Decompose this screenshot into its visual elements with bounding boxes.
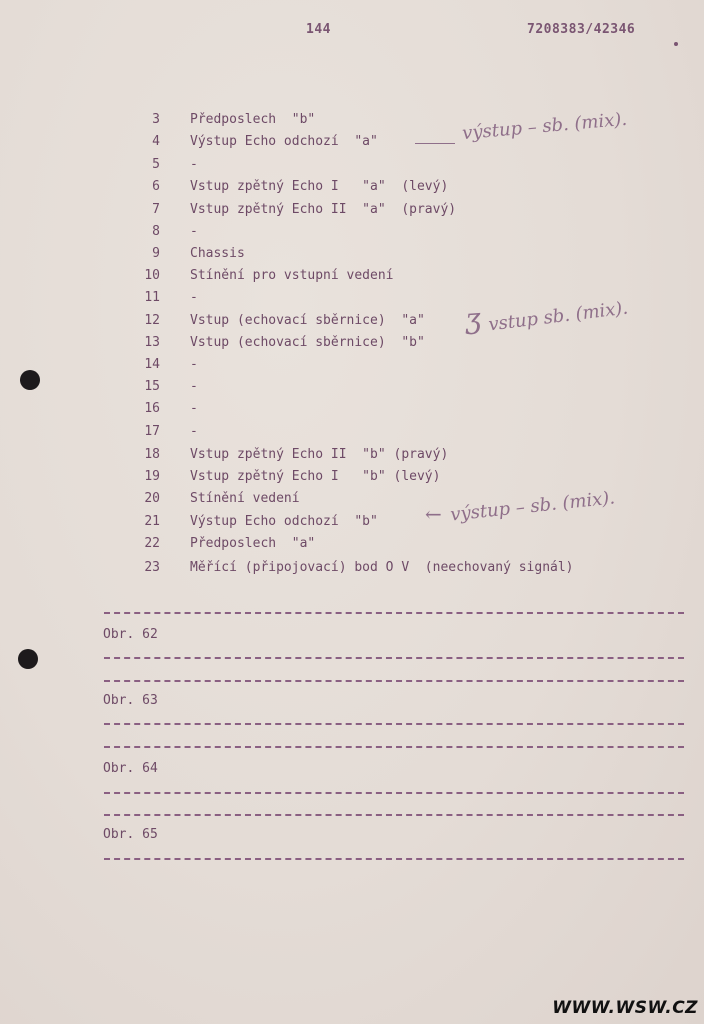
pin-description: Předposlech "b" [190,112,316,127]
punch-hole-lower [18,649,38,669]
pin-number: 8 [152,224,160,239]
document-reference: 7208383/42346 [527,22,636,37]
pin-number: 16 [144,401,160,416]
pin-number: 18 [144,447,160,462]
pin-description: Vstup zpětný Echo I "a" (levý) [190,179,449,194]
pin-description: Výstup Echo odchozí "a" [190,134,378,149]
pin-description: Vstup zpětný Echo II "b" (pravý) [190,447,449,462]
pin-description: - [190,290,198,305]
figure-separator [104,723,684,725]
pin-number: 12 [144,313,160,328]
pin-description: - [190,379,198,394]
pin-number: 23 [144,560,160,575]
pin-description: Vstup (echovací sběrnice) "a" [190,313,425,328]
figure-separator [104,657,684,659]
figure-label: Obr. 65 [103,827,158,842]
handwritten-dash [415,143,455,144]
pin-description: - [190,157,198,172]
pin-description: - [190,401,198,416]
figure-separator [104,746,684,748]
pin-number: 3 [152,112,160,127]
pin-number: 9 [152,246,160,261]
figure-separator [104,792,684,794]
handwritten-note-21: výstup – sb. (mix). [449,487,616,526]
pin-number: 7 [152,202,160,217]
pin-description: Výstup Echo odchozí "b" [190,514,378,529]
pin-number: 15 [144,379,160,394]
pin-description: Měřící (připojovací) bod O V (neechovaný signál) [190,560,574,575]
pin-number: 21 [144,514,160,529]
figure-separator [104,680,684,682]
pin-number: 22 [144,536,160,551]
ink-speck [674,42,678,46]
handwritten-note-12-13: vstup sb. (mix). [487,297,630,336]
pin-number: 4 [152,134,160,149]
figure-label: Obr. 62 [103,627,158,642]
pin-number: 17 [144,424,160,439]
pin-number: 14 [144,357,160,372]
pin-description: - [190,224,198,239]
pin-description: Chassis [190,246,245,261]
pin-description: Vstup zpětný Echo II "a" (pravý) [190,202,457,217]
pin-number: 20 [144,491,160,506]
pin-number: 13 [144,335,160,350]
watermark-footer: WWW.WSW.CZ [552,998,698,1018]
page-number: 144 [306,22,331,37]
pin-number: 11 [144,290,160,305]
handwritten-arrow: ← [425,502,442,526]
pin-description: Vstup zpětný Echo I "b" (levý) [190,469,441,484]
pin-description: Stínění vedení [190,491,300,506]
figure-separator [104,858,684,860]
pin-description: - [190,424,198,439]
handwritten-brace: ʒ [463,301,482,336]
figure-separator [104,612,684,614]
figure-label: Obr. 63 [103,693,158,708]
pin-description: Stínění pro vstupní vedení [190,268,394,283]
pin-description: Vstup (echovací sběrnice) "b" [190,335,425,350]
punch-hole-upper [20,370,40,390]
pin-description: Předposlech "a" [190,536,316,551]
figure-label: Obr. 64 [103,761,158,776]
pin-description: - [190,357,198,372]
pin-number: 6 [152,179,160,194]
pin-number: 19 [144,469,160,484]
pin-number: 10 [144,268,160,283]
handwritten-note-4: výstup – sb. (mix). [461,108,628,145]
pin-number: 5 [152,157,160,172]
figure-separator [104,814,684,816]
